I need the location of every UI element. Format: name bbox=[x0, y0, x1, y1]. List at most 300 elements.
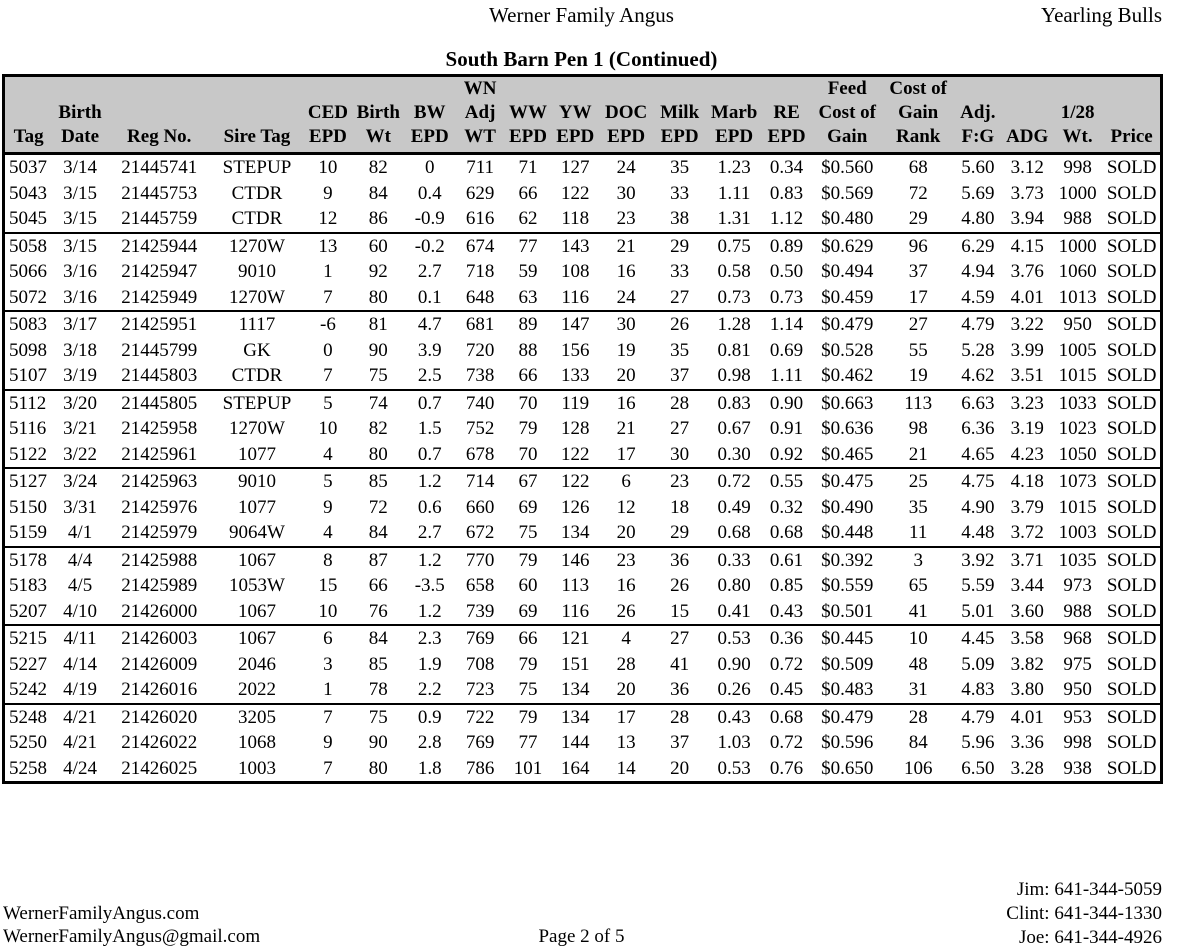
table-cell: 5 bbox=[323, 471, 333, 492]
table-cell: 0.72 bbox=[769, 653, 804, 675]
table-cell: 1.12 bbox=[762, 206, 811, 233]
table-cell: 79 bbox=[518, 706, 538, 728]
table-cell: 122 bbox=[551, 442, 599, 469]
table-cell: 122 bbox=[560, 182, 590, 204]
table-cell: 2.7 bbox=[417, 261, 442, 282]
table-cell: 3.51 bbox=[1003, 363, 1052, 390]
table-cell: 3/15 bbox=[52, 206, 108, 233]
table-cell: 21425979 bbox=[108, 520, 211, 547]
table-cell: 37 bbox=[908, 261, 928, 282]
table-cell: 30 bbox=[616, 314, 636, 335]
column-header-line: Date bbox=[61, 126, 100, 147]
contact-joe: Joe: 641-344-4926 bbox=[1018, 927, 1162, 948]
table-cell: STEPUP bbox=[222, 392, 292, 414]
table-cell: 3/16 bbox=[52, 285, 108, 312]
table-cell: GK bbox=[243, 339, 271, 361]
table-cell: 5.96 bbox=[961, 732, 995, 753]
table-cell: 33 bbox=[670, 261, 690, 282]
table-cell: 29 bbox=[670, 235, 690, 257]
table-cell: 988 bbox=[1052, 206, 1103, 233]
table-row bbox=[5, 495, 1160, 521]
table-cell: 72 bbox=[368, 496, 388, 518]
column-header-line: Adj bbox=[464, 102, 496, 123]
table-cell: 0.75 bbox=[717, 235, 751, 257]
table-cell: 1015 bbox=[1058, 496, 1097, 518]
table-cell: 7 bbox=[323, 706, 333, 728]
table-cell: 1077 bbox=[211, 442, 304, 469]
table-cell: 5248 bbox=[9, 706, 47, 728]
table-cell: 27 bbox=[670, 628, 690, 649]
table-cell: 20 bbox=[599, 520, 652, 547]
table-cell: $0.509 bbox=[821, 653, 874, 675]
table-cell: 31 bbox=[883, 677, 953, 704]
table-cell: 11 bbox=[883, 520, 953, 547]
table-cell: 0.68 bbox=[706, 520, 762, 547]
table-cell: 75 bbox=[505, 520, 551, 547]
table-cell: CTDR bbox=[211, 206, 304, 233]
column-header bbox=[108, 77, 211, 154]
table-cell: 21445799 bbox=[121, 339, 198, 361]
table-cell: 3.23 bbox=[1010, 392, 1044, 414]
table-cell: 8 bbox=[323, 549, 333, 571]
table-cell: 2.5 bbox=[404, 363, 455, 390]
table-cell: 5112 bbox=[9, 392, 47, 414]
table-cell: 10 bbox=[318, 418, 338, 439]
table-cell: 0.81 bbox=[717, 339, 751, 361]
table-row bbox=[5, 259, 1160, 285]
table-cell: SOLD bbox=[1103, 285, 1160, 312]
table-row bbox=[5, 730, 1160, 756]
farm-name: Werner Family Angus bbox=[489, 3, 674, 27]
table-cell: 134 bbox=[560, 706, 590, 728]
table-cell: 1270W bbox=[228, 418, 285, 439]
table-cell: 3/14 bbox=[63, 157, 97, 178]
column-header bbox=[211, 77, 304, 154]
table-row bbox=[5, 154, 1160, 181]
table-cell: 18 bbox=[670, 496, 690, 518]
table-cell: 23 bbox=[616, 549, 636, 571]
column-header-line: CED bbox=[307, 102, 348, 123]
column-header-line: Feed bbox=[827, 78, 867, 99]
table-cell: 127 bbox=[560, 157, 590, 178]
table-cell: SOLD bbox=[1103, 677, 1160, 704]
table-cell: 4 bbox=[621, 628, 631, 649]
table-cell: 0.4 bbox=[417, 182, 442, 204]
column-header-line: Wt bbox=[365, 126, 391, 147]
table-cell: 5150 bbox=[9, 496, 47, 518]
table-cell: 752 bbox=[465, 418, 495, 439]
table-cell: 722 bbox=[465, 706, 495, 728]
table-cell: 738 bbox=[455, 363, 504, 390]
table-cell: 71 bbox=[518, 157, 538, 178]
table-cell: 0.91 bbox=[769, 418, 804, 439]
table-cell: 0.73 bbox=[762, 285, 811, 312]
table-cell: 1005 bbox=[1058, 339, 1097, 361]
table-cell: SOLD bbox=[1106, 157, 1157, 178]
table-cell: 16 bbox=[616, 575, 636, 596]
table-cell: 82 bbox=[368, 418, 388, 439]
table-cell: 3.44 bbox=[1010, 575, 1044, 596]
table-cell: SOLD bbox=[1106, 235, 1157, 257]
table-cell: 15 bbox=[653, 599, 706, 626]
table-cell: 48 bbox=[908, 653, 928, 675]
column-header-line: EPD bbox=[660, 126, 699, 147]
table-cell: 98 bbox=[908, 418, 928, 439]
table-cell: 5.59 bbox=[961, 575, 995, 596]
table-cell: 80 bbox=[353, 285, 404, 312]
table-cell: 770 bbox=[465, 549, 495, 571]
table-cell: 0.69 bbox=[769, 339, 804, 361]
table-cell: 4.83 bbox=[953, 677, 1002, 704]
table-cell: 27 bbox=[908, 314, 928, 335]
table-cell: 4 bbox=[303, 442, 352, 469]
table-cell: 2046 bbox=[237, 653, 276, 675]
table-cell: 0.32 bbox=[769, 496, 804, 518]
table-cell: 4.79 bbox=[961, 314, 995, 335]
table-cell: 66 bbox=[518, 628, 538, 649]
table-cell: 10 bbox=[908, 628, 928, 649]
table-cell: 62 bbox=[505, 206, 551, 233]
table-cell: CTDR bbox=[211, 363, 304, 390]
table-cell: 4/14 bbox=[63, 653, 97, 675]
table-cell: $0.629 bbox=[821, 235, 874, 257]
table-cell: $0.490 bbox=[821, 496, 874, 518]
table-cell: 134 bbox=[551, 520, 599, 547]
table-cell: $0.479 bbox=[821, 314, 874, 335]
table-cell: 0.6 bbox=[417, 496, 442, 518]
table-cell: 16 bbox=[616, 261, 636, 282]
table-cell: 0.36 bbox=[769, 628, 804, 649]
table-cell: 69 bbox=[505, 599, 551, 626]
table-cell: 1.31 bbox=[706, 206, 762, 233]
table-cell: 28 bbox=[908, 706, 928, 728]
table-cell: 2.8 bbox=[417, 732, 442, 753]
table-cell: 998 bbox=[1063, 157, 1092, 178]
table-cell: 739 bbox=[455, 599, 504, 626]
table-row bbox=[5, 573, 1160, 599]
table-cell: 9 bbox=[323, 496, 333, 518]
table-cell: 10 bbox=[318, 157, 338, 178]
table-cell: 6.50 bbox=[961, 757, 995, 779]
table-cell: 1067 bbox=[237, 628, 276, 649]
table-cell: 6 bbox=[323, 628, 333, 649]
table-row bbox=[5, 390, 1160, 417]
table-cell: 33 bbox=[670, 182, 690, 204]
table-cell: 76 bbox=[353, 599, 404, 626]
table-cell: SOLD bbox=[1106, 496, 1157, 518]
table-cell: 35 bbox=[670, 157, 690, 178]
table-row bbox=[5, 625, 1160, 652]
table-cell: 1270W bbox=[211, 285, 304, 312]
table-cell: 4 bbox=[303, 520, 352, 547]
table-cell: 21426009 bbox=[121, 653, 198, 675]
table-cell: 81 bbox=[368, 314, 388, 335]
table-cell: 2.3 bbox=[417, 628, 442, 649]
table-cell: 21425961 bbox=[108, 442, 211, 469]
table-cell: 13 bbox=[616, 732, 636, 753]
table-cell: 68 bbox=[908, 157, 928, 178]
table-cell: 66 bbox=[518, 182, 538, 204]
table-cell: 75 bbox=[368, 706, 388, 728]
table-cell: 3/15 bbox=[63, 182, 97, 204]
table-cell: 0.43 bbox=[762, 599, 811, 626]
table-cell: 4/21 bbox=[63, 732, 97, 753]
column-header bbox=[1003, 77, 1052, 154]
table-cell: 4/19 bbox=[52, 677, 108, 704]
table-cell: 7 bbox=[303, 285, 352, 312]
table-cell: 4.48 bbox=[953, 520, 1002, 547]
column-header bbox=[303, 77, 352, 154]
column-header-line: WT bbox=[464, 126, 496, 147]
table-cell: 5098 bbox=[9, 339, 47, 361]
table-cell: 1 bbox=[323, 261, 333, 282]
table-cell: 5107 bbox=[5, 363, 52, 390]
table-cell: 65 bbox=[908, 575, 928, 596]
table-cell: 3/17 bbox=[63, 314, 97, 335]
table-cell: 9064W bbox=[211, 520, 304, 547]
table-cell: 7 bbox=[303, 363, 352, 390]
table-cell: 78 bbox=[353, 677, 404, 704]
table-cell: 60 bbox=[518, 575, 538, 596]
table-row bbox=[5, 704, 1160, 731]
table-cell: 5183 bbox=[9, 575, 47, 596]
table-cell: 133 bbox=[551, 363, 599, 390]
column-header-line: Birth bbox=[356, 102, 400, 123]
table-cell: 84 bbox=[908, 732, 928, 753]
table-cell: 21426016 bbox=[108, 677, 211, 704]
table-cell: 5207 bbox=[5, 599, 52, 626]
table-cell: 21425958 bbox=[121, 418, 198, 439]
table-cell: 1068 bbox=[237, 732, 276, 753]
column-header-line: Sire Tag bbox=[223, 126, 291, 147]
table-cell: 23 bbox=[670, 471, 690, 492]
table-row bbox=[5, 363, 1160, 390]
table-cell: 29 bbox=[883, 206, 953, 233]
table-cell: SOLD bbox=[1106, 628, 1157, 649]
table-cell: 151 bbox=[560, 653, 590, 675]
table-cell: 5227 bbox=[9, 653, 47, 675]
table-cell: 4.01 bbox=[1003, 285, 1052, 312]
table-cell: 9 bbox=[323, 182, 333, 204]
table-cell: 0.30 bbox=[706, 442, 762, 469]
table-cell: 3.71 bbox=[1010, 549, 1044, 571]
table-cell: 616 bbox=[455, 206, 504, 233]
table-cell: 1.2 bbox=[417, 471, 442, 492]
table-cell: 3/24 bbox=[63, 471, 97, 492]
table-cell: 21425976 bbox=[121, 496, 198, 518]
table-cell: 660 bbox=[465, 496, 495, 518]
table-cell: 86 bbox=[353, 206, 404, 233]
table-cell: 85 bbox=[368, 471, 388, 492]
table-cell: 720 bbox=[465, 339, 495, 361]
table-cell: 79 bbox=[518, 549, 538, 571]
table-cell: 4.15 bbox=[1010, 235, 1044, 257]
table-cell: 35 bbox=[670, 339, 690, 361]
table-cell: 1 bbox=[303, 677, 352, 704]
column-header-line: Adj. bbox=[960, 102, 996, 123]
column-header bbox=[653, 77, 706, 154]
table-cell: 973 bbox=[1063, 575, 1092, 596]
table-cell: 5066 bbox=[9, 261, 47, 282]
table-cell: 118 bbox=[551, 206, 599, 233]
table-cell: 75 bbox=[353, 363, 404, 390]
table-cell: $0.560 bbox=[821, 157, 874, 178]
table-cell: SOLD bbox=[1106, 757, 1157, 779]
table-cell: 13 bbox=[318, 235, 338, 257]
table-cell: 1.2 bbox=[404, 599, 455, 626]
table-cell: 21425963 bbox=[121, 471, 198, 492]
table-cell: 24 bbox=[599, 285, 652, 312]
contact-clint: Clint: 641-344-1330 bbox=[1006, 903, 1162, 924]
table-cell: $0.465 bbox=[811, 442, 883, 469]
table-cell: 0 bbox=[323, 339, 333, 361]
table-cell: 5058 bbox=[9, 235, 47, 257]
table-cell: 5122 bbox=[5, 442, 52, 469]
table-cell: 28 bbox=[616, 653, 636, 675]
table-cell: SOLD bbox=[1103, 442, 1160, 469]
table-row bbox=[5, 233, 1160, 260]
table-cell: 80 bbox=[368, 757, 388, 779]
table-cell: 0.49 bbox=[717, 496, 751, 518]
table-cell: 21 bbox=[616, 418, 636, 439]
table-cell: 2.2 bbox=[404, 677, 455, 704]
table-cell: 3/22 bbox=[52, 442, 108, 469]
table-cell: 122 bbox=[560, 471, 590, 492]
table-cell: 674 bbox=[465, 235, 495, 257]
table-cell: SOLD bbox=[1103, 599, 1160, 626]
table-cell: 5.09 bbox=[961, 653, 995, 675]
column-header-line: Cost of bbox=[889, 78, 947, 99]
table-cell: 0.58 bbox=[717, 261, 751, 282]
table-cell: 0.73 bbox=[706, 285, 762, 312]
table-cell: 3.72 bbox=[1003, 520, 1052, 547]
table-cell: 4.62 bbox=[953, 363, 1002, 390]
table-cell: 3.94 bbox=[1003, 206, 1052, 233]
table-cell: 4/21 bbox=[63, 706, 97, 728]
table-cell: 0.83 bbox=[717, 392, 751, 414]
table-cell: 648 bbox=[455, 285, 504, 312]
table-header bbox=[5, 77, 1160, 154]
column-header bbox=[5, 77, 52, 154]
table-cell: 5083 bbox=[9, 314, 47, 335]
table-cell: 1.23 bbox=[717, 157, 751, 178]
table-cell: 5258 bbox=[9, 757, 47, 779]
table-cell: 938 bbox=[1063, 757, 1092, 779]
table-cell: STEPUP bbox=[222, 157, 292, 178]
column-header-line: Cost of bbox=[818, 102, 876, 123]
table-cell: 26 bbox=[670, 575, 690, 596]
table-cell: 5215 bbox=[9, 628, 47, 649]
table-cell: 63 bbox=[505, 285, 551, 312]
page-number: Page 2 of 5 bbox=[538, 926, 625, 947]
email-link[interactable]: WernerFamilyAngus@gmail.com bbox=[3, 926, 261, 947]
table-cell: 70 bbox=[505, 442, 551, 469]
table-cell: 90 bbox=[368, 732, 388, 753]
table-cell: 84 bbox=[368, 182, 388, 204]
website-link[interactable]: WernerFamilyAngus.com bbox=[3, 903, 200, 924]
table-cell: $0.448 bbox=[811, 520, 883, 547]
table-cell: 156 bbox=[560, 339, 590, 361]
table-cell: -0.2 bbox=[414, 235, 445, 257]
table-row bbox=[5, 599, 1160, 626]
table-cell: 21425988 bbox=[121, 549, 198, 571]
table-cell: 3.82 bbox=[1010, 653, 1044, 675]
table-cell: 3/15 bbox=[63, 235, 97, 257]
table-cell: 2.7 bbox=[404, 520, 455, 547]
table-cell: 113 bbox=[561, 575, 590, 596]
table-cell: 1013 bbox=[1052, 285, 1103, 312]
table-cell: 4.01 bbox=[1010, 706, 1044, 728]
table-row bbox=[5, 338, 1160, 364]
table-cell: SOLD bbox=[1106, 418, 1157, 439]
table-cell: 1.11 bbox=[762, 363, 811, 390]
table-cell: 3.92 bbox=[961, 549, 995, 571]
table-row bbox=[5, 206, 1160, 233]
table-row bbox=[5, 547, 1160, 574]
table-cell: 1035 bbox=[1058, 549, 1097, 571]
table-cell: 1023 bbox=[1058, 418, 1097, 439]
table-cell: 35 bbox=[908, 496, 928, 518]
table-cell: 144 bbox=[560, 732, 590, 753]
table-cell: 3.22 bbox=[1010, 314, 1044, 335]
table-cell: 0.53 bbox=[717, 628, 751, 649]
table-cell: 0.53 bbox=[717, 757, 751, 779]
table-cell: 3.80 bbox=[1003, 677, 1052, 704]
column-header-line: Gain bbox=[827, 126, 868, 147]
table-cell: 25 bbox=[908, 471, 928, 492]
table-cell: 4.65 bbox=[953, 442, 1002, 469]
column-header-line: Rank bbox=[896, 126, 941, 147]
column-header-line: DOC bbox=[605, 102, 648, 123]
table-cell: 21426025 bbox=[121, 757, 198, 779]
table-cell: 5.69 bbox=[961, 182, 995, 204]
table-row bbox=[5, 468, 1160, 495]
table-cell: $0.480 bbox=[811, 206, 883, 233]
table-cell: 21425951 bbox=[121, 314, 198, 335]
table-cell: 90 bbox=[368, 339, 388, 361]
table-cell: 5043 bbox=[9, 182, 47, 204]
table-cell: $0.445 bbox=[821, 628, 874, 649]
table-cell: 4/10 bbox=[52, 599, 108, 626]
table-cell: 678 bbox=[455, 442, 504, 469]
column-header-line: WW bbox=[508, 102, 547, 123]
table-cell: 5072 bbox=[5, 285, 52, 312]
table-cell: 5242 bbox=[5, 677, 52, 704]
table-cell: $0.663 bbox=[821, 392, 874, 414]
column-header-line: EPD bbox=[308, 126, 347, 147]
table-cell: 26 bbox=[599, 599, 652, 626]
table-cell: 4.18 bbox=[1010, 471, 1044, 492]
table-cell: $0.494 bbox=[821, 261, 874, 282]
table-cell: 28 bbox=[670, 392, 690, 414]
column-header bbox=[52, 77, 108, 154]
table-cell: 4.59 bbox=[953, 285, 1002, 312]
table-cell: 5045 bbox=[5, 206, 52, 233]
table-cell: 21445753 bbox=[121, 182, 198, 204]
table-cell: 714 bbox=[465, 471, 495, 492]
table-cell: 21425944 bbox=[121, 235, 198, 257]
table-cell: 0.90 bbox=[717, 653, 751, 675]
table-cell: 3/19 bbox=[52, 363, 108, 390]
table-cell: 5.01 bbox=[953, 599, 1002, 626]
table-row bbox=[5, 442, 1160, 469]
table-cell: 113 bbox=[904, 392, 933, 414]
table-cell: 3.12 bbox=[1010, 157, 1044, 178]
table-cell: SOLD bbox=[1106, 392, 1157, 414]
table-cell: 21445805 bbox=[121, 392, 198, 414]
table-cell: 82 bbox=[368, 157, 388, 178]
table-cell: 1.5 bbox=[417, 418, 442, 439]
